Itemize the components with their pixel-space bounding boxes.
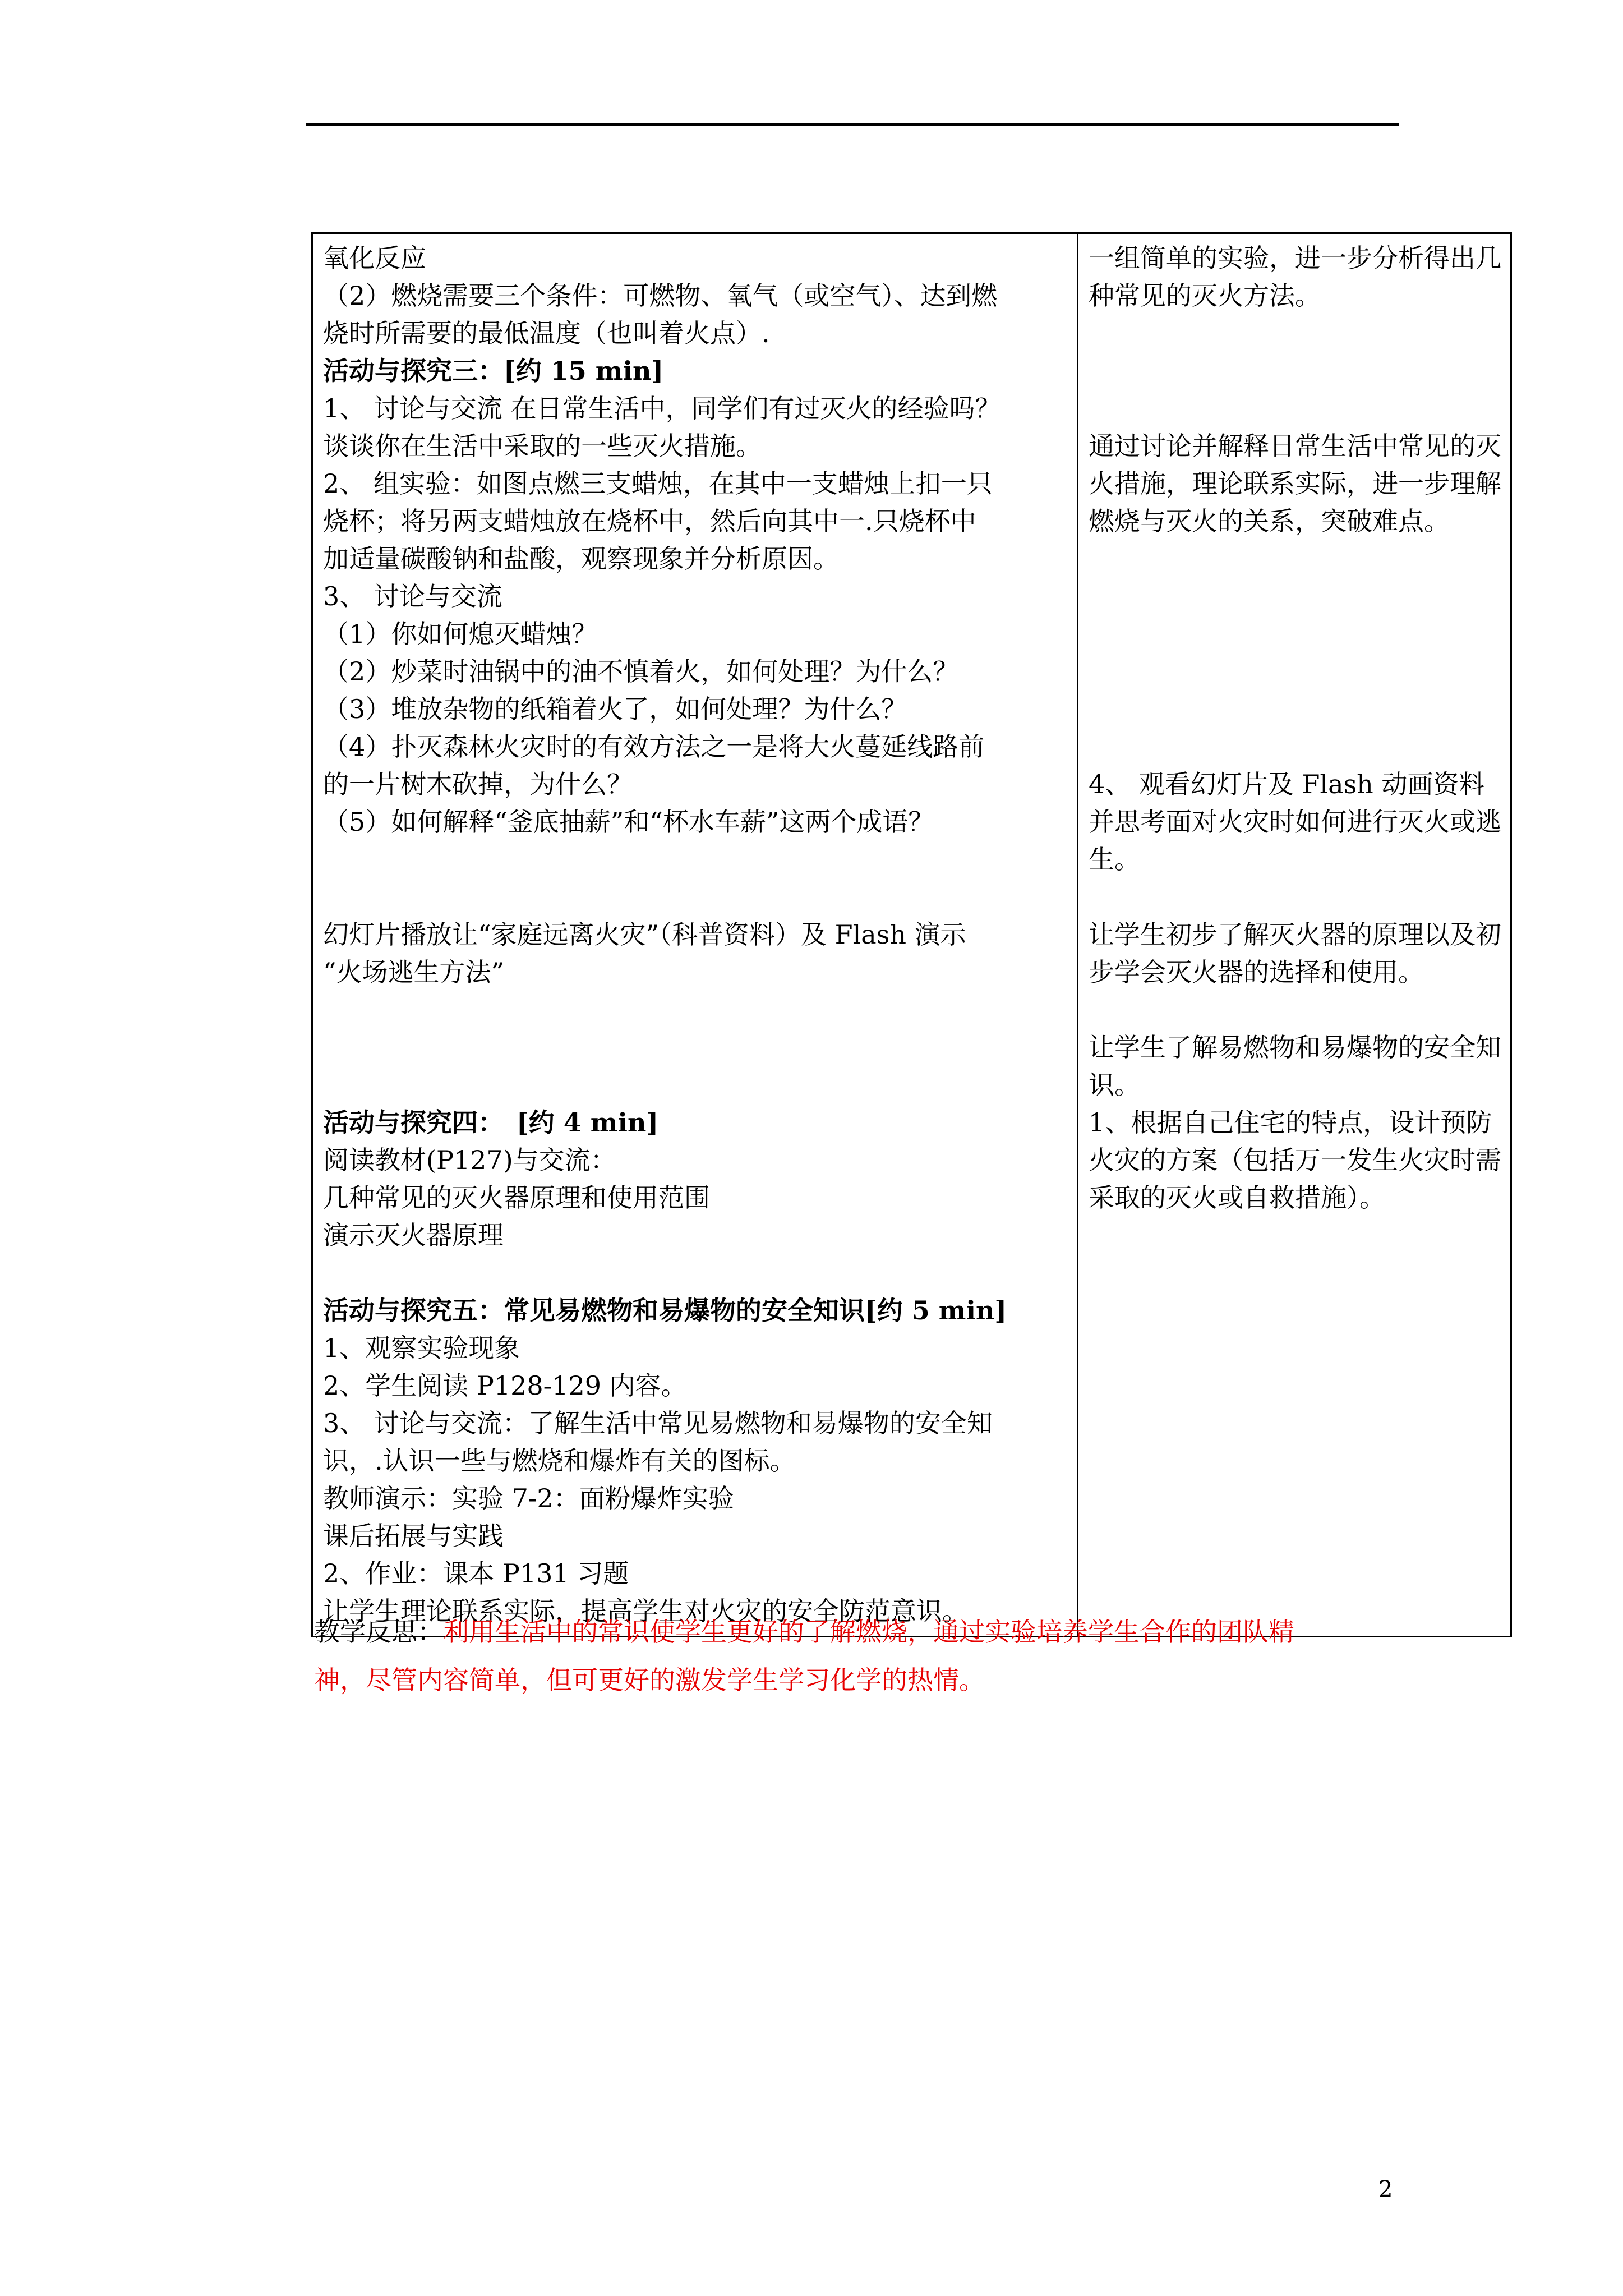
page-number: 2 <box>1378 2177 1393 2202</box>
intent-paragraph: 4、 观看幻灯片及 Flash 动画资料并思考面对火灾时如何进行灭火或逃生。 <box>1089 769 1501 875</box>
text-line: （5）如何解释“釜底抽薪”和“杯水车薪”这两个成语？ <box>323 807 934 837</box>
activity-heading-4: 活动与探究四： [约 4 min] <box>323 1107 659 1138</box>
text-line: 3、 讨论与交流 <box>323 581 502 611</box>
spacer <box>1089 540 1502 766</box>
reflection-label: 教学反思： <box>314 1617 443 1647</box>
text-line: 识，.认识一些与燃烧和爆炸有关的图标。 <box>323 1446 796 1476</box>
text-line: 2、作业：课本 P131 习题 <box>323 1558 629 1589</box>
text-line: 2、学生阅读 P128-129 内容。 <box>323 1370 687 1401</box>
text-line: 加适量碳酸钠和盐酸，观察现象并分析原因。 <box>323 544 839 574</box>
text-line: 氧化反应 <box>323 243 426 273</box>
spacer <box>323 1254 1069 1292</box>
spacer <box>1089 991 1502 1029</box>
activity-heading-5: 活动与探究五：常见易燃物和易爆物的安全知识[约 5 min] <box>323 1295 1007 1326</box>
text-line: （2）炒菜时油锅中的油不慎着火，如何处理？为什么？ <box>323 656 959 687</box>
text-line: 2、 组实验：如图点燃三支蜡烛，在其中一支蜡烛上扣一只 <box>323 468 993 499</box>
intent-paragraph: 一组简单的实验，进一步分析得出几种常见的灭火方法。 <box>1089 243 1501 311</box>
text-line: 1、 讨论与交流 在日常生活中，同学们有过灭火的经验吗？ <box>323 393 1001 424</box>
text-line: 谈谈你在生活中采取的一些灭火措施。 <box>323 431 762 461</box>
text-line: 让学生理论联系实际，提高学生对火灾的安全防范意识。 <box>323 1596 968 1626</box>
spacer <box>323 991 1069 1104</box>
text-line: 烧时所需要的最低温度（也叫着火点）. <box>323 318 770 348</box>
lesson-plan-table <box>311 232 1512 1637</box>
text-line: 的一片树木砍掉，为什么？ <box>323 769 633 799</box>
intent-paragraph: 通过讨论并解释日常生活中常见的灭火措施，理论联系实际，进一步理解燃烧与灭火的关系，突破难点。 <box>1089 431 1501 536</box>
intent-paragraph: 1、根据自己住宅的特点，设计预防火灾的方案（包括万一发生火灾时需采取的灭火或自救措施）。 <box>1089 1107 1501 1213</box>
spacer <box>1089 315 1502 427</box>
text-line: 教师演示：实验 7-2：面粉爆炸实验 <box>323 1483 734 1513</box>
text-line: 幻灯片播放让“家庭远离火灾”（科普资料）及 Flash 演示 <box>323 919 966 950</box>
text-line: 3、 讨论与交流：了解生活中常见易燃物和易爆物的安全知 <box>323 1408 993 1438</box>
teaching-process-cell <box>312 233 1078 1637</box>
reflection-text: 神，尽管内容简单，但可更好的激发学生学习化学的热情。 <box>314 1665 985 1695</box>
text-line: 1、观察实验现象 <box>323 1333 520 1363</box>
text-line: （1）你如何熄灭蜡烛？ <box>323 619 598 649</box>
activity-heading-3: 活动与探究三：[约 15 min] <box>323 356 664 386</box>
header-rule <box>306 123 1399 126</box>
intent-paragraph: 让学生初步了解灭火器的原理以及初步学会灭火器的选择和使用。 <box>1089 919 1501 987</box>
text-line: 几种常见的灭火器原理和使用范围 <box>323 1182 710 1213</box>
text-line: （2）燃烧需要三个条件：可燃物、氧气（或空气）、达到燃 <box>323 280 998 311</box>
text-line: （3）堆放杂物的纸箱着火了，如何处理？为什么？ <box>323 694 907 724</box>
text-line: 演示灭火器原理 <box>323 1220 504 1250</box>
table-row <box>312 233 1511 1637</box>
text-line: 烧杯；将另两支蜡烛放在烧杯中，然后向其中一.只烧杯中 <box>323 506 976 536</box>
text-line: 阅读教材(P127)与交流： <box>323 1145 616 1175</box>
text-line: 课后拓展与实践 <box>323 1521 504 1551</box>
intent-paragraph: 让学生了解易燃物和易爆物的安全知识。 <box>1089 1032 1501 1100</box>
text-line: （4）扑灭森林火灾时的有效方法之一是将大火蔓延线路前 <box>323 731 985 762</box>
reflection-text: 利用生活中的常识使学生更好的了解燃烧，通过实验培养学生合作的团队精 <box>443 1617 1294 1647</box>
spacer <box>323 841 1069 916</box>
reflection-line <box>314 1613 1408 1662</box>
spacer <box>1089 878 1502 916</box>
text-line: “火场逃生方法” <box>323 957 505 987</box>
design-intent-cell <box>1078 233 1511 1637</box>
teaching-reflection <box>314 1613 1408 1710</box>
